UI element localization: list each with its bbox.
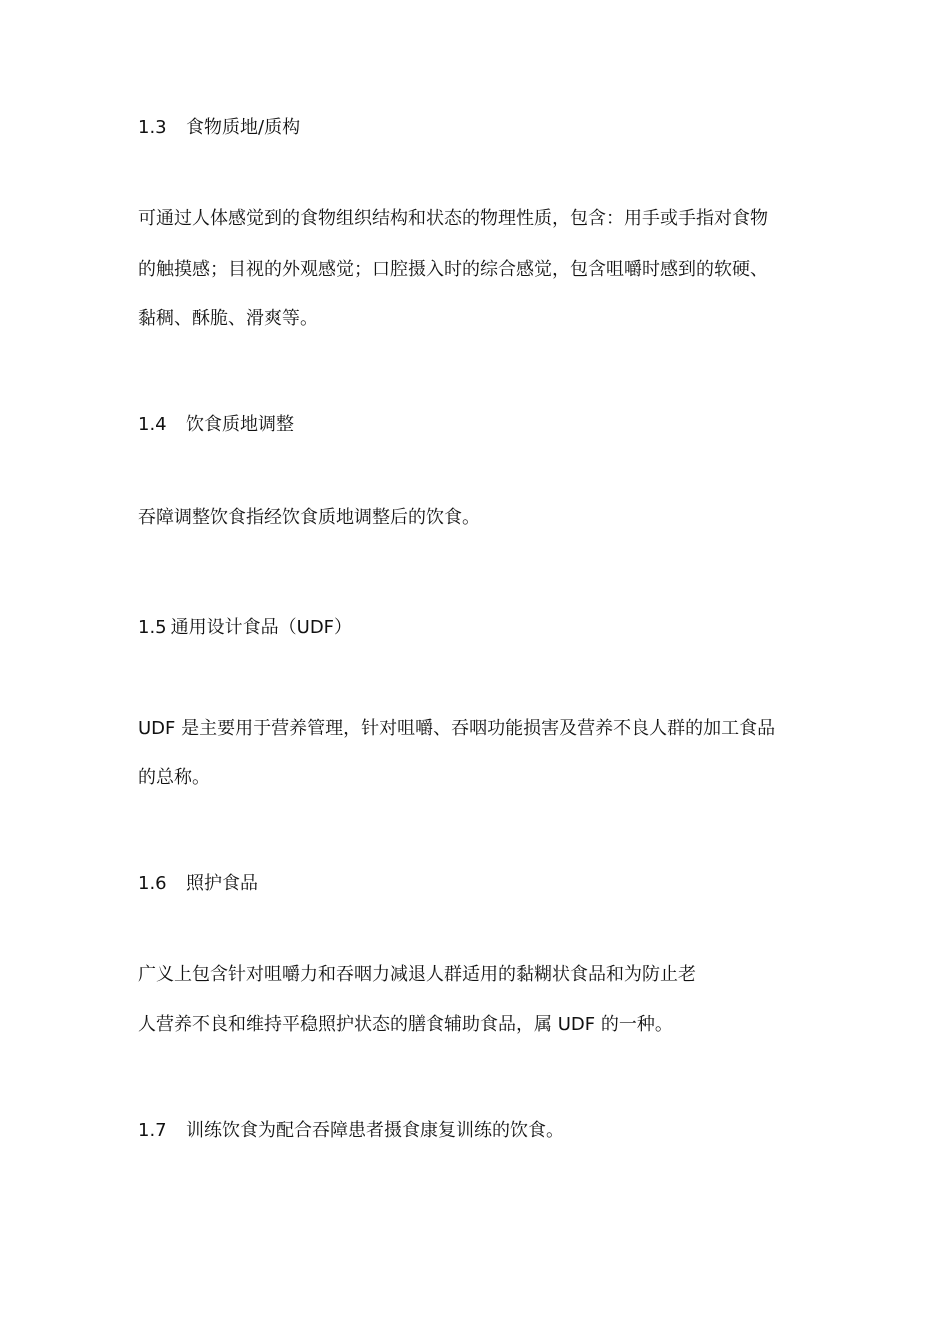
section-heading-1-5 xyxy=(138,616,352,640)
section-title: 训练饮食为配合吞障患者摄食康复训练的饮食。 xyxy=(186,1120,564,1141)
section-heading-1-3 xyxy=(138,116,300,140)
section-heading-1-7 xyxy=(138,1119,564,1143)
section-number: 1.3 xyxy=(138,117,167,138)
paragraph-line: 吞障调整饮食指经饮食质地调整后的饮食。 xyxy=(138,507,480,528)
paragraph-line: 黏稠、酥脆、滑爽等。 xyxy=(138,308,318,329)
section-number: 1.6 xyxy=(138,873,167,894)
paragraph-line: 广义上包含针对咀嚼力和吞咽力减退人群适用的黏糊状食品和为防止老 xyxy=(138,964,696,985)
section-title: 通用设计食品（UDF） xyxy=(170,617,353,638)
paragraph-line: 可通过人体感觉到的食物组织结构和状态的物理性质，包含：用手或手指对食物 xyxy=(138,208,768,229)
section-heading-1-4 xyxy=(138,413,294,437)
section-title: 照护食品 xyxy=(186,873,258,894)
section-number: 1.5 xyxy=(138,617,167,638)
paragraph-line: 的触摸感；目视的外观感觉；口腔摄入时的综合感觉，包含咀嚼时感到的软硬、 xyxy=(138,259,768,280)
section-title: 食物质地/质构 xyxy=(186,117,301,138)
paragraph-line: 人营养不良和维持平稳照护状态的膳食辅助食品，属 UDF 的一种。 xyxy=(138,1014,673,1035)
paragraph-line: 的总称。 xyxy=(138,767,210,788)
section-heading-1-6 xyxy=(138,872,258,896)
section-number: 1.7 xyxy=(138,1120,167,1141)
section-number: 1.4 xyxy=(138,414,167,435)
section-title: 饮食质地调整 xyxy=(186,414,294,435)
paragraph-line: UDF 是主要用于营养管理，针对咀嚼、吞咽功能损害及营养不良人群的加工食品 xyxy=(138,718,776,739)
